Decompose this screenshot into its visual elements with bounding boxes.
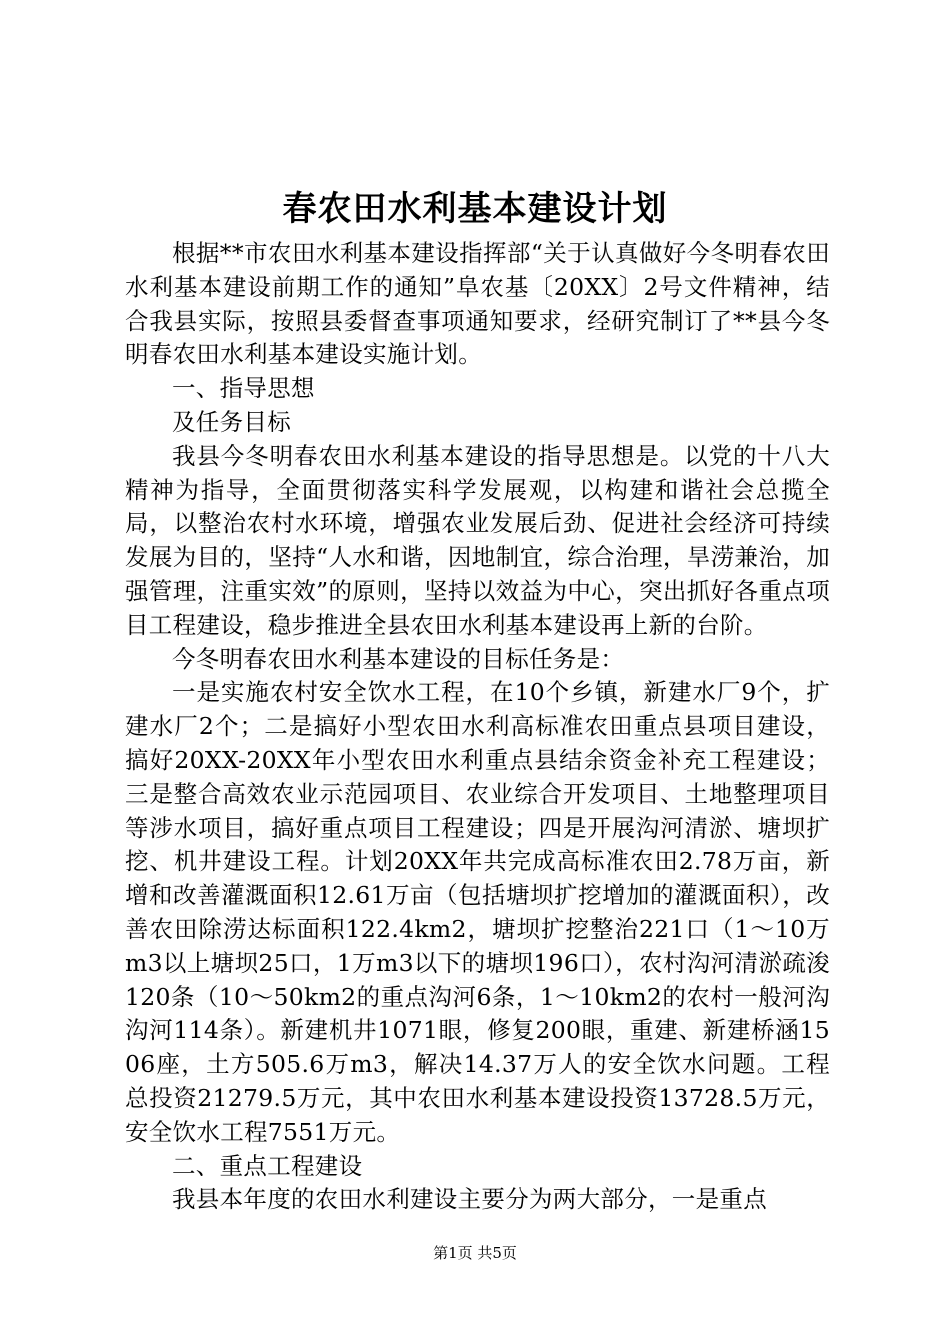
key-projects-paragraph: 我县本年度的农田水利建设主要分为两大部分，一是重点: [172, 1185, 767, 1214]
section-heading-continuation: 及任务目标: [172, 407, 291, 436]
document-title: 春农田水利基本建设计划: [282, 189, 668, 229]
target-task-intro: 今冬明春农田水利基本建设的目标任务是：: [172, 644, 625, 673]
target-task-paragraph: 一是实施农村安全饮水工程，在10个乡镇，新建水厂9个，扩建水厂2个；二是搞好小型农田水利高标准农田重点县项目建设，搞好20XX-20XX年小型农田水利重点县结余资金补充工程建设；三是整合高效农业示范园项目、农业综合开发项目、土地整理项目等涉水项目，搞好重点项目工程建设；四是开展沟河清淤、塘坝扩挖、机井建设工程。计划20XX年共完成高标准农田2.78万亩，新增和改善灌溉面积12.61万亩（包括塘坝扩挖增加的灌溉面积），改善农田除涝达标面积122.4km2，塘坝扩挖整治221口（1～10万m3以上塘坝25口，1万m3以下的塘坝196口），农村沟河清淤疏浚120条（10～50km2的重点沟河6条，1～10km2的农村一般河沟沟河114条）。新建机井1071眼，修复200眼，重建、新建桥涵1506座，土方505.6万m3，解决14.37万人的安全饮水问题。工程总投资21279.5万元，其中农田水利基本建设投资13728.5万元，安全饮水工程7551万元。: [125, 678, 830, 1146]
document-body: [125, 237, 830, 1217]
page-number-footer: 第1页 共5页: [433, 1244, 517, 1262]
section-heading-guiding-ideology: 一、指导思想: [172, 374, 315, 403]
intro-paragraph: 根据**市农田水利基本建设指挥部“关于认真做好今冬明春农田水利基本建设前期工作的通知”阜农基〔20XX〕2号文件精神，结合我县实际，按照县委督查事项通知要求，经研究制订了**县今冬明春农田水利基本建设实施计划。: [125, 239, 830, 369]
guiding-ideology-paragraph: 我县今冬明春农田水利基本建设的指导思想是。以党的十八大精神为指导，全面贯彻落实科学发展观，以构建和谐社会总揽全局，以整治农村水环境，增强农业发展后劲、促进社会经济可持续发展为目的，坚持“人水和谐，因地制宜，综合治理，旱涝兼治，加强管理，注重实效”的原则，坚持以效益为中心，突出抓好各重点项目工程建设，稳步推进全县农田水利基本建设再上新的台阶。: [125, 441, 830, 639]
section-heading-key-projects: 二、重点工程建设: [172, 1151, 363, 1180]
